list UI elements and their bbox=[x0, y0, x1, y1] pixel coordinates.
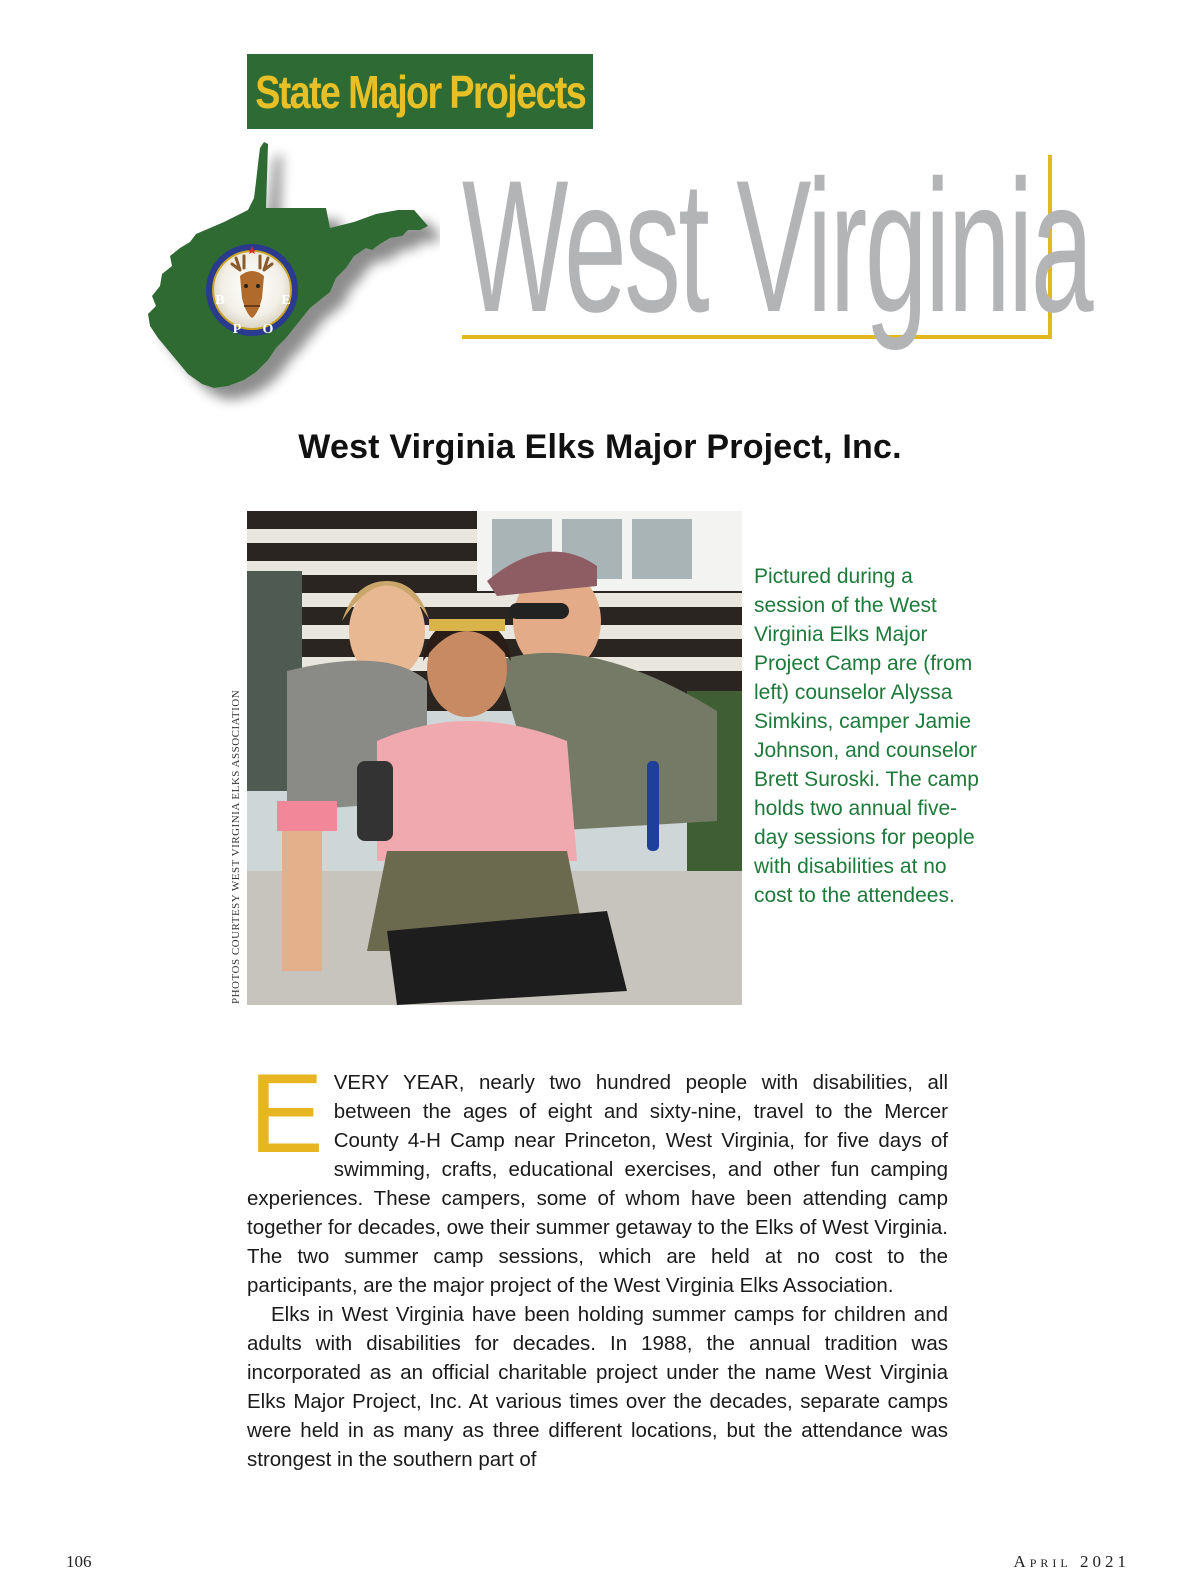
article-headline: West Virginia Elks Major Project, Inc. bbox=[298, 428, 902, 466]
state-title bbox=[462, 141, 1092, 351]
west-virginia-map-icon bbox=[140, 138, 440, 418]
svg-text:P: P bbox=[232, 322, 242, 337]
camp-photo bbox=[247, 511, 742, 1005]
section-banner-label: State Major Projects bbox=[255, 65, 585, 118]
section-banner bbox=[247, 54, 593, 129]
svg-text:O: O bbox=[262, 322, 274, 337]
svg-text:E: E bbox=[281, 293, 291, 308]
article-body bbox=[247, 1051, 948, 1474]
svg-text:B: B bbox=[215, 293, 225, 308]
article-paragraph: EVERY YEAR, nearly two hundred people with disabilities, all between the ages of eight and sixty-nine, travel to the Mercer County 4-H Camp near Princeton, West Virginia, for five days of swimming, crafts, educational exercises, and other fun camping experiences. These campers, some of whom have been attending camp together for decades, owe their summer getaway to the Elks of West Virginia. The two summer camp sessions, which are held at no cost to the participants, are the major project of the West Virginia Elks Association. bbox=[247, 1051, 948, 1297]
page-number: 106 bbox=[66, 1552, 92, 1571]
drop-cap: E bbox=[249, 1051, 324, 1176]
photo-credit: PHOTOS COURTESY WEST VIRGINIA ELKS ASSOCIATION bbox=[230, 689, 242, 1004]
article-paragraph: Elks in West Virginia have been holding summer camps for children and adults with disabilities for decades. In 1988, the annual tradition was incorporated as an official charitable project under the name West Virginia Elks Major Project, Inc. At various times over the decades, separate camps were held in as many as three different locations, but the attendance was strongest in the southern part of bbox=[247, 1303, 948, 1471]
issue-date: April 2021 bbox=[1013, 1552, 1130, 1571]
photo-caption: Pictured during a session of the West Virginia Elks Major Project Camp are (from left) counselor Alyssa Simkins, camper Jamie Johnson, and counselor Brett Suroski. The camp holds two annual five-day sessions for people with disabilities at no cost to the attendees. bbox=[754, 565, 979, 907]
state-title-text: West Virginia bbox=[462, 141, 1092, 351]
